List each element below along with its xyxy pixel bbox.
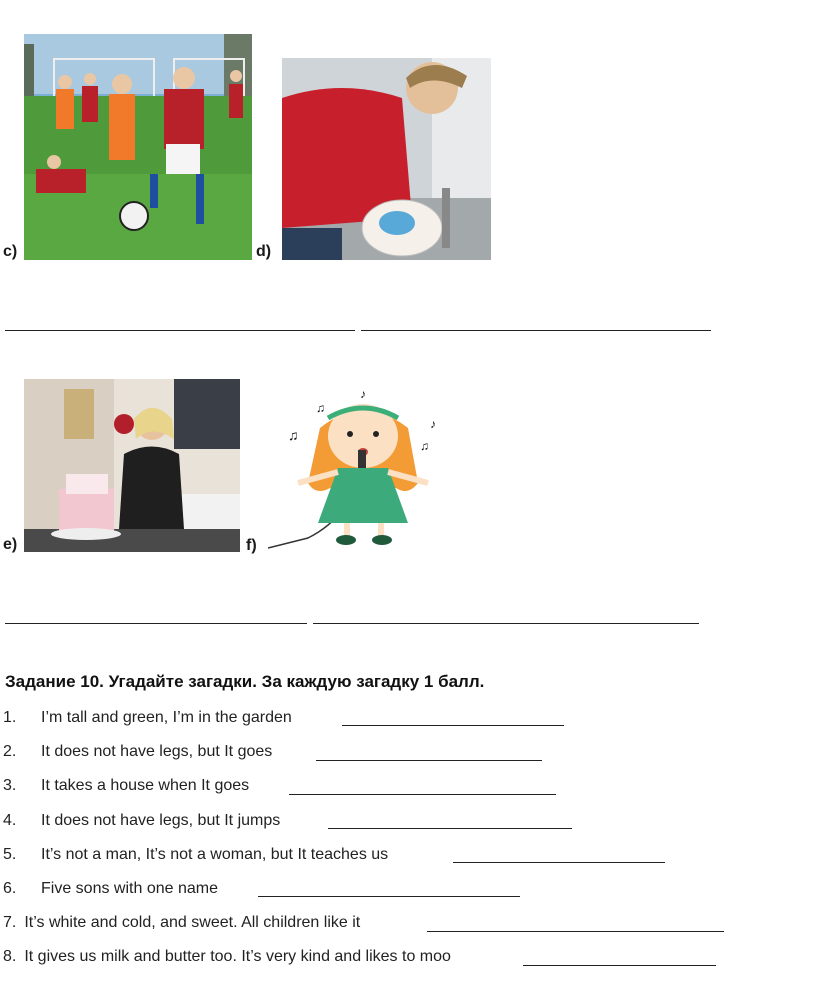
riddle-4-answer-line[interactable] [328,828,572,829]
svg-text:♪: ♪ [360,388,366,401]
task-heading: Задание 10. Угадайте загадки. За каждую загадку 1 балл. [5,672,485,691]
riddle-8-answer-line[interactable] [523,965,716,966]
riddle-text: Five sons with one name [41,880,218,897]
riddle-text: It does not have legs, but It jumps [41,812,281,829]
riddle-number: 7. [3,914,17,931]
picture-label-d: d) [256,243,272,260]
decorating-cake-photo [24,379,240,552]
riddle-4 [3,811,280,831]
riddle-text: It gives us milk and butter too. It’s very kind and likes to moo [24,948,451,965]
riddle-7 [3,913,360,933]
svg-text:♪: ♪ [430,417,436,431]
riddle-1 [3,708,292,728]
riddle-5-answer-line[interactable] [453,862,665,863]
riddle-text: It does not have legs, but It goes [41,743,273,760]
riddle-number: 8. [3,948,17,965]
riddle-2 [3,742,272,762]
riddle-2-answer-line[interactable] [316,760,542,761]
riddle-6 [3,879,218,899]
washing-dishes-photo [282,58,491,260]
answer-line-d[interactable] [361,330,711,331]
riddle-number: 3. [3,777,17,794]
riddle-6-answer-line[interactable] [258,896,520,897]
riddle-number: 6. [3,880,17,897]
answer-line-f[interactable] [313,623,699,624]
riddle-number: 5. [3,846,17,863]
picture-label-e: e) [3,536,18,553]
picture-label-f: f) [246,537,257,554]
riddle-3-answer-line[interactable] [289,794,556,795]
riddle-number: 1. [3,709,17,726]
riddle-1-answer-line[interactable] [342,725,564,726]
riddle-number: 4. [3,812,17,829]
riddle-7-answer-line[interactable] [427,931,724,932]
svg-text:♫: ♫ [420,439,429,453]
riddle-text: I’m tall and green, I’m in the garden [41,709,292,726]
riddle-text: It’s not a man, It’s not a woman, but It teaches us [41,846,389,863]
picture-label-c: c) [3,243,18,260]
riddle-3 [3,776,249,796]
answer-line-e[interactable] [5,623,307,624]
svg-text:♫: ♫ [316,401,325,415]
football-players-photo [24,34,252,260]
answer-line-c[interactable] [5,330,355,331]
svg-text:♫: ♫ [288,427,299,443]
riddle-text: It takes a house when It goes [41,777,250,794]
riddle-text: It’s white and cold, and sweet. All children like it [24,914,361,931]
riddle-5 [3,845,388,865]
riddle-number: 2. [3,743,17,760]
riddle-8 [3,947,451,967]
singing-girl-cartoon [268,388,458,553]
